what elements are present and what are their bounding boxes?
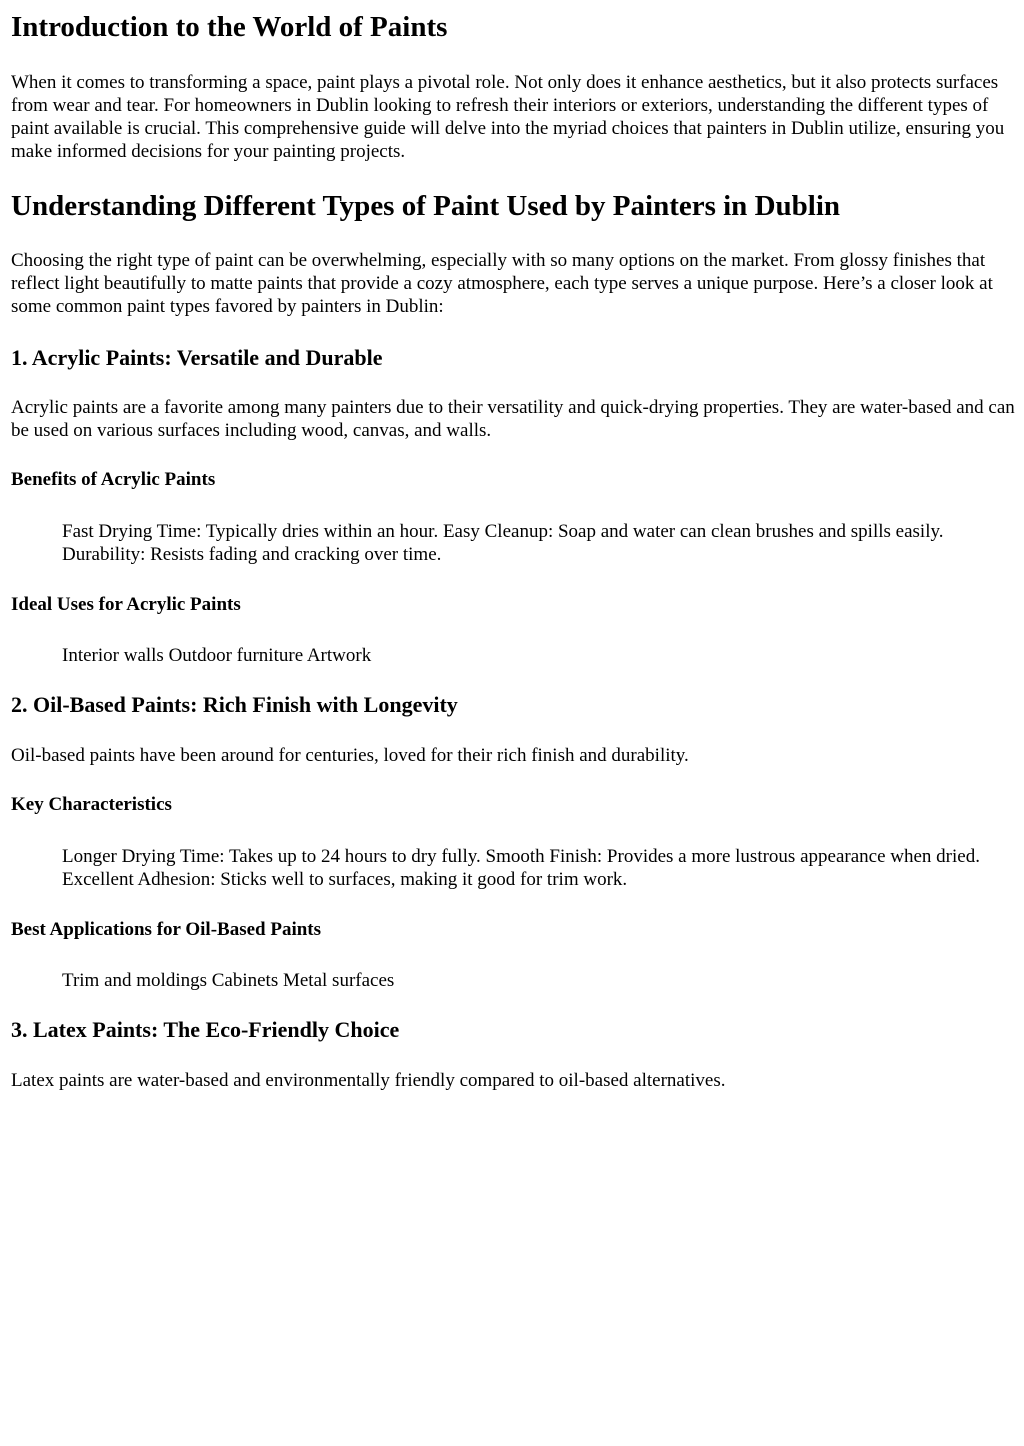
oil-key-heading: Key Characteristics [11,794,172,815]
oil-best-heading: Best Applications for Oil-Based Paints [11,919,322,940]
acrylic-benefits-heading: Benefits of Acrylic Paints [11,469,216,490]
acrylic-uses-list: Interior walls Outdoor furniture Artwork [62,645,372,666]
latex-paragraph: Latex paints are water-based and environmentally friendly compared to oil-based alternatives. [11,1070,726,1091]
oil-heading: 2. Oil-Based Paints: Rich Finish with Longevity [11,692,458,717]
types-heading: Understanding Different Types of Paint Used by Painters in Dublin [11,190,841,222]
acrylic-paragraph: Acrylic paints are a favorite among many painters due to their versatility and quick-drying properties. They are water-based and can be used on various surfaces including wood, canvas, and walls. [11,397,1015,441]
acrylic-heading: 1. Acrylic Paints: Versatile and Durable [11,345,383,370]
acrylic-benefits-list: Fast Drying Time: Typically dries within an hour. Easy Cleanup: Soap and water can clean brushes and spills easily. Durability: Resists fading and cracking over time. [62,521,944,565]
oil-paragraph: Oil-based paints have been around for centuries, loved for their rich finish and durability. [11,745,689,766]
latex-heading: 3. Latex Paints: The Eco-Friendly Choice [11,1017,400,1042]
intro-heading: Introduction to the World of Paints [11,11,448,43]
oil-key-list: Longer Drying Time: Takes up to 24 hours to dry fully. Smooth Finish: Provides a more lustrous appearance when dried. Excellent Adhesion: Sticks well to surfaces, making it good for trim work. [62,846,980,890]
oil-best-list: Trim and moldings Cabinets Metal surfaces [62,970,395,991]
acrylic-uses-heading: Ideal Uses for Acrylic Paints [11,594,241,615]
intro-paragraph: When it comes to transforming a space, paint plays a pivotal role. Not only does it enhance aesthetics, but it also protects surfaces from wear and tear. For homeowners in Dublin looking to refresh their interiors or exteriors, understanding the different types of paint available is crucial. This comprehensive guide will delve into the myriad choices that painters in Dublin utilize, ensuring you make informed decisions for your painting projects. [11,72,1005,162]
types-paragraph: Choosing the right type of paint can be overwhelming, especially with so many options on the market. From glossy finishes that reflect light beautifully to matte paints that provide a cozy atmosphere, each type serves a unique purpose. Here’s a closer look at some common paint types favored by painters in Dublin: [11,250,993,317]
